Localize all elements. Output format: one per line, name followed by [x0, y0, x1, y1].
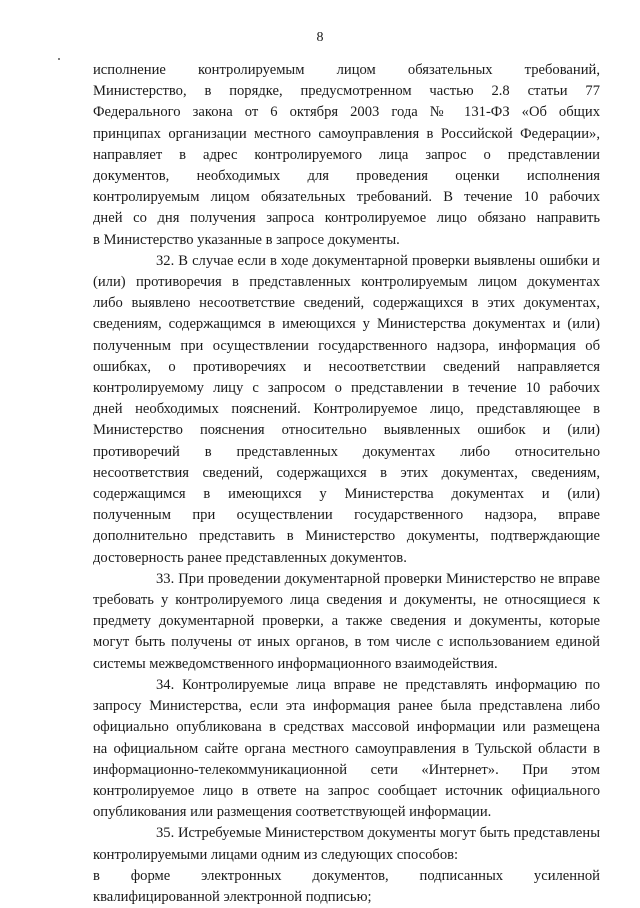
text-line: запросу Министерства, если эта информация ранее была представлена либо [93, 698, 600, 715]
text-line: 33. При проведении документарной проверки Министерство не вправе [156, 570, 600, 587]
text-line: опубликования или размещения соответствующей информации. [93, 804, 492, 821]
text-line: полученным при осуществлении государственного надзора, информация об [93, 337, 600, 354]
text-line: системы межведомственного информационного взаимодействия. [93, 655, 498, 672]
text-line: дополнительно представить в Министерство документы, подтверждающие [93, 528, 600, 545]
text-line: полученным при осуществлении государственного надзора, вправе [93, 507, 600, 524]
text-line: контролируемым лицом обязательных требований. В течение 10 рабочих [93, 189, 600, 206]
text-line: в Министерство указанные в запросе документы. [93, 231, 400, 248]
text-line: достоверность ранее представленных документов. [93, 549, 407, 566]
text-line: 35. Истребуемые Министерством документы могут быть представлены [156, 825, 600, 842]
text-line: Министерство, в порядке, предусмотренном частью 2.8 статьи 77 [93, 83, 600, 100]
text-line: противоречий в представленных документах либо относительно [93, 443, 600, 460]
document-body [93, 60, 600, 908]
text-line: Федерального закона от 6 октября 2003 года № 131-ФЗ «Об общих [93, 104, 600, 121]
text-line: направляет в адрес контролируемого лица запрос о представлении [93, 146, 600, 163]
text-line: исполнение контролируемым лицом обязательных требований, [93, 62, 600, 78]
text-line: сведениям, содержащимся в имеющихся у Министерства документах и (или) [93, 316, 600, 333]
text-line: информационно-телекоммуникационной сети «Интернет». При этом [93, 761, 600, 778]
text-line: контролируемому лицу с запросом о представлении в течение 10 рабочих [93, 380, 600, 397]
text-line: принципах организации местного самоуправления в Российской Федерации», [93, 125, 600, 142]
text-line: требовать у контролируемого лица сведения и документы, не относящиеся к [93, 592, 600, 609]
text-line: дней необходимых пояснений. Контролируемое лицо, представляющее в [93, 401, 600, 418]
text-line: Министерство пояснения относительно выявленных ошибок и (или) [93, 422, 600, 439]
text-line: в форме электронных документов, подписанных усиленной [93, 867, 600, 884]
text-line: дней со дня получения запроса контролируемое лицо обязано направить [93, 210, 600, 227]
text-line: контролируемыми лицами одним из следующих способов: [93, 846, 459, 863]
text-line: либо выявлено несоответствие сведений, содержащихся в этих документах, [93, 295, 600, 312]
page-number: 8 [316, 30, 324, 45]
text-line: ошибках, о противоречиях и несоответствии сведений направляется [93, 358, 600, 375]
scan-speck [58, 58, 60, 60]
text-line: официально опубликована в средствах массовой информации или размещена [93, 719, 600, 736]
text-line: (или) противоречия в представленных контролируемым лицом документах [93, 274, 600, 291]
text-line: могут быть получены от иных органов, в том числе с использованием единой [93, 634, 600, 651]
text-line: на официальном сайте органа местного самоуправления в Тульской области в [93, 740, 600, 757]
text-line: 32. В случае если в ходе документарной проверки выявлены ошибки и [156, 252, 600, 269]
text-line: документов, необходимых для проведения оценки исполнения [93, 168, 600, 185]
text-line: содержащимся в имеющихся у Министерства документах и (или) [93, 486, 600, 503]
text-line: квалифицированной электронной подписью; [93, 888, 372, 905]
text-line: контролируемое лицо в ответе на запрос сообщает источник официального [93, 782, 600, 799]
text-line: 34. Контролируемые лица вправе не представлять информацию по [156, 676, 600, 693]
text-line: предмету документарной проверки, а также сведения и документы, которые [93, 613, 600, 630]
text-line: несоответствия сведений, содержащихся в этих документах, сведениям, [93, 464, 600, 481]
